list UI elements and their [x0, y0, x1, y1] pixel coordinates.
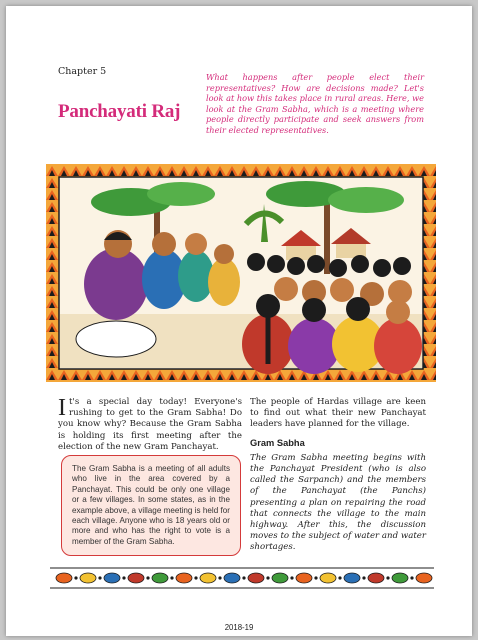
- chapter-title: Panchayati Raj: [58, 101, 181, 122]
- border-motif: [368, 573, 384, 583]
- border-dot: [218, 576, 221, 579]
- chapter-number: Chapter 5: [58, 66, 107, 77]
- hardas-paragraph: The people of Hardas village are keen to find out what their new Panchayat leaders have planned for the village.: [250, 397, 426, 430]
- body-column-right: [250, 397, 426, 554]
- border-motif: [320, 573, 336, 583]
- border-motif: [80, 573, 96, 583]
- border-dot: [338, 576, 341, 579]
- border-motif: [104, 573, 120, 583]
- page-footer-year: 2018-19: [224, 623, 254, 632]
- intro-paragraph: t's a special day today! Everyone's rushing to get to the Gram Sabha! Do you know why? Because the Gram Sabha is holding its first meeting after the election of the new Gram Panchayat.: [58, 397, 242, 452]
- border-motif: [176, 573, 192, 583]
- border-dot: [362, 576, 365, 579]
- border-motif: [248, 573, 264, 583]
- drop-cap: I: [58, 395, 66, 421]
- border-motif: [56, 573, 72, 583]
- border-dot: [98, 576, 101, 579]
- section-paragraph: The Gram Sabha meeting begins with the Panchayat President (who is also called the Sarpanch) and the members of the Panchayat (the Panchs) presenting a plan on repairing the road that connects the village to the main highway. After this, the discussion moves to the subject of water and water shortages.: [250, 452, 426, 553]
- border-motif: [200, 573, 216, 583]
- border-dot: [74, 576, 77, 579]
- chapter-intro: What happens after people elect their representatives? How are decisions made? Let's look at how this takes place in rural areas. Here, we look at the Gram Sabha, which is a meeting where people directly participate and seek answers from their elected representatives.: [206, 72, 424, 135]
- border-motif: [392, 573, 408, 583]
- border-dot: [194, 576, 197, 579]
- gram-sabha-definition-box: [61, 455, 241, 556]
- body-column-left: [58, 397, 242, 453]
- border-dot: [266, 576, 269, 579]
- decorative-border-strip: [50, 565, 434, 591]
- border-dot: [410, 576, 413, 579]
- section-heading: Gram Sabha: [250, 437, 305, 448]
- definition-text: The Gram Sabha is a meeting of all adults who live in the area covered by a Panchayat. This could be only one village or a few villages. In some states, as in the example above, a village meeting is held for each village. Anyone who is 18 years old or more and who has the right to vote is a member of the Gram Sabha.: [72, 464, 230, 546]
- border-motif: [272, 573, 288, 583]
- book-page: [6, 6, 472, 636]
- border-motif: [416, 573, 432, 583]
- border-motif: [296, 573, 312, 583]
- border-motif: [128, 573, 144, 583]
- border-motif: [152, 573, 168, 583]
- border-dot: [386, 576, 389, 579]
- border-dot: [122, 576, 125, 579]
- border-motif: [224, 573, 240, 583]
- border-dot: [170, 576, 173, 579]
- border-dot: [242, 576, 245, 579]
- border-motif: [344, 573, 360, 583]
- border-dot: [290, 576, 293, 579]
- border-dot: [314, 576, 317, 579]
- border-dot: [146, 576, 149, 579]
- gram-sabha-illustration: [46, 164, 436, 382]
